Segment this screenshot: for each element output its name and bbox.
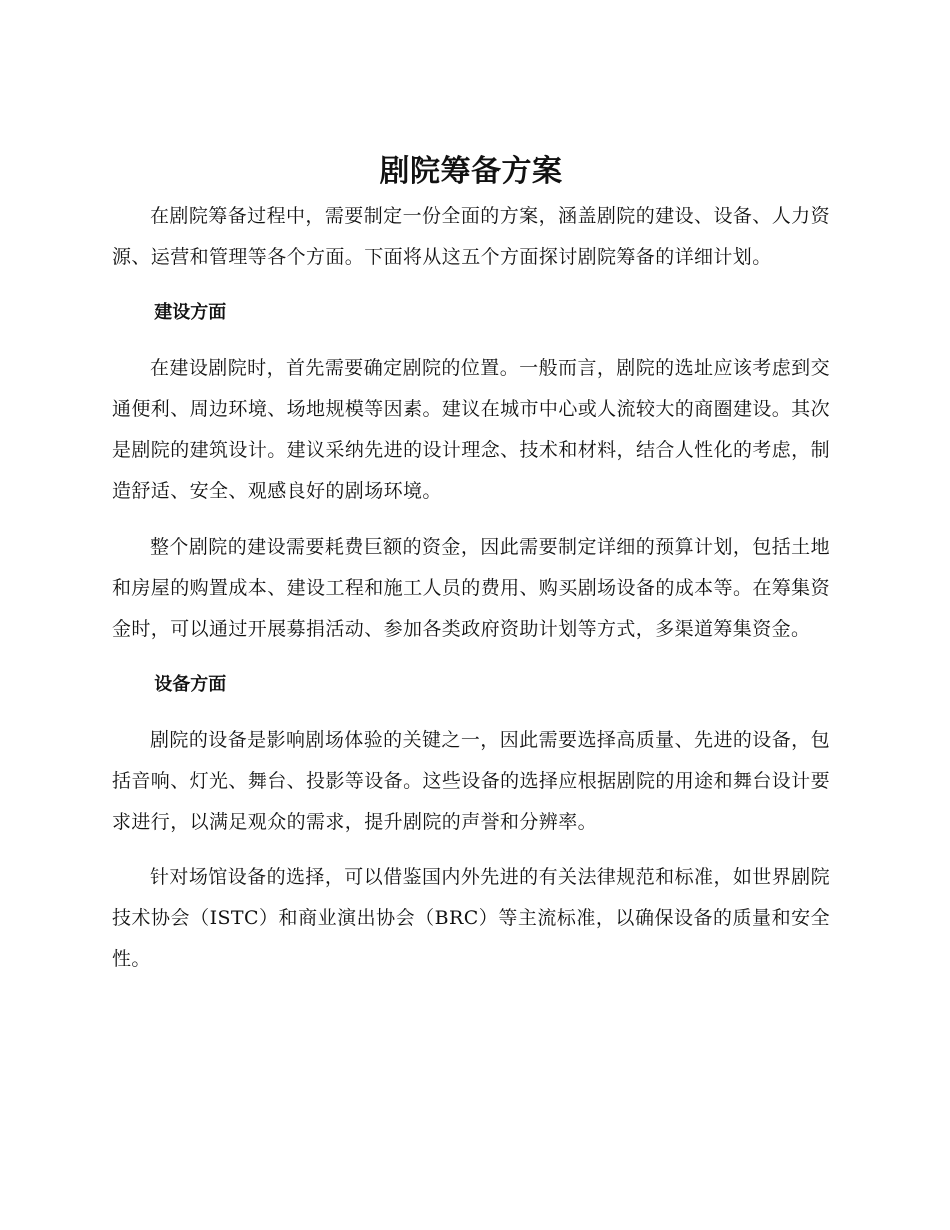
equipment-paragraph-2: 针对场馆设备的选择，可以借鉴国内外先进的有关法律规范和标准，如世界剧院技术协会（ISTC）和商业演出协会（BRC）等主流标准，以确保设备的质量和安全性。 <box>112 866 830 970</box>
section-heading-equipment: 设备方面 <box>154 674 227 695</box>
equipment-paragraph-1: 剧院的设备是影响剧场体验的关键之一，因此需要选择高质量、先进的设备，包括音响、灯光、舞台、投影等设备。这些设备的选择应根据剧院的用途和舞台设计要求进行，以满足观众的需求，提升剧院的声誉和分辨率。 <box>112 729 830 833</box>
construction-paragraph-1: 在建设剧院时，首先需要确定剧院的位置。一般而言，剧院的选址应该考虑到交通便利、周边环境、场地规模等因素。建议在城市中心或人流较大的商圈建设。其次是剧院的建筑设计。建议采纳先进的设计理念、技术和材料，结合人性化的考虑，制造舒适、安全、观感良好的剧场环境。 <box>112 357 830 502</box>
section-heading-construction: 建设方面 <box>154 302 227 323</box>
intro-paragraph: 在剧院筹备过程中，需要制定一份全面的方案，涵盖剧院的建设、设备、人力资源、运营和管理等各个方面。下面将从这五个方面探讨剧院筹备的详细计划。 <box>112 205 830 268</box>
construction-paragraph-2: 整个剧院的建设需要耗费巨额的资金，因此需要制定详细的预算计划，包括土地和房屋的购置成本、建设工程和施工人员的费用、购买剧场设备的成本等。在筹集资金时，可以通过开展募捐活动、参加各类政府资助计划等方式，多渠道筹集资金。 <box>112 536 830 640</box>
document-body <box>112 148 830 980</box>
document-title: 剧院筹备方案 <box>379 154 563 189</box>
